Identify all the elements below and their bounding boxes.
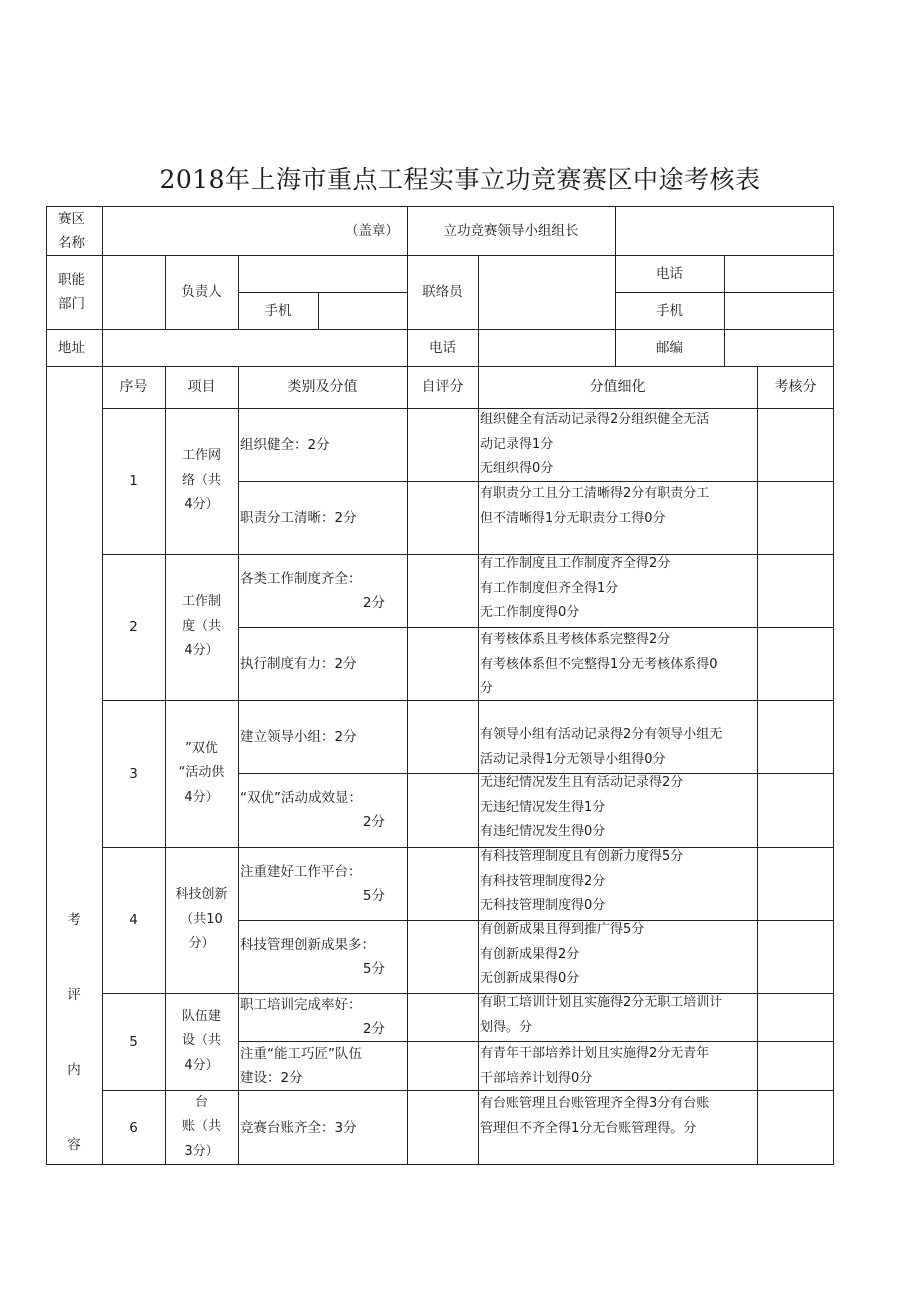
self-score-cell[interactable] (408, 921, 477, 992)
category-cell (238, 993, 407, 1041)
detail-cell-line: 组织健全有活动记录得2分组织健全无活 (480, 412, 710, 427)
category-cell (238, 920, 407, 993)
mobile-label-line: 手机 (264, 302, 292, 319)
category-line: 职工培训完成率好： (240, 997, 362, 1013)
category-cell (238, 408, 407, 481)
detail-cell-line: 有创新成果得2分 (480, 946, 580, 962)
assessment-score-cell[interactable] (758, 701, 833, 772)
category-line: 科技管理创新成果多： (240, 936, 375, 953)
detail-cell (478, 1042, 757, 1090)
self-score-cell[interactable] (408, 701, 477, 772)
detail-cell-line: 有创新成果且得到推广得5分 (480, 922, 645, 937)
detail-cell-line: 有考核体系且考核体系完整得2分 (480, 632, 671, 647)
assessment-score-cell[interactable] (758, 628, 833, 699)
row-item-line: 台 (194, 1094, 208, 1110)
category-line: 建设：2分 (240, 1069, 303, 1086)
row-number (102, 408, 165, 554)
address-input[interactable] (103, 330, 406, 365)
row-number-line: 1 (129, 473, 138, 489)
row-item-line: 4分） (184, 497, 219, 513)
row-item-line: ”双优 (185, 740, 218, 756)
detail-cell-line: 划得。分 (480, 1019, 533, 1035)
category-line: 5分 (362, 887, 385, 904)
self-score-cell[interactable] (408, 628, 477, 699)
mobile-input-2[interactable] (725, 293, 833, 328)
detail-cell-line: 无工作制度得0分 (480, 605, 580, 620)
side-label-char-line: 评 (67, 987, 81, 1003)
detail-cell-line: 无违纪情况发生得1分 (480, 799, 606, 815)
column-header-line: 自评分 (421, 379, 464, 395)
row-item (165, 847, 238, 993)
category-cell (238, 627, 407, 700)
detail-cell-line: 有领导小组有活动记录得2分有领导小组无 (480, 727, 723, 742)
phone-label-2-line: 电话 (429, 339, 456, 356)
column-header (478, 366, 757, 408)
detail-cell-line: 但不清晰得1分无职责分工得0分 (480, 510, 666, 526)
detail-cell-line: 无组织得0分 (480, 461, 554, 476)
self-score-cell[interactable] (408, 482, 477, 553)
row-item-line: 科技创新 (175, 887, 228, 903)
category-cell (238, 554, 407, 627)
column-header (757, 366, 834, 408)
postcode-label-line: 邮编 (656, 339, 683, 356)
responsible-input[interactable] (239, 256, 406, 291)
detail-cell (478, 628, 757, 700)
row-item (165, 1090, 238, 1165)
self-score-cell[interactable] (408, 848, 477, 919)
detail-cell-line: 有考核体系但不完整得1分无考核体系得0 (480, 656, 718, 672)
row-item-line: 度（共 (181, 618, 221, 634)
row-item (165, 408, 238, 554)
category-line: 2分 (362, 1021, 385, 1037)
row-item (165, 554, 238, 700)
leader-label-line: 立功竞赛领导小组组长 (443, 222, 579, 239)
zone-name-input[interactable] (103, 207, 299, 254)
responsible-label-line: 负责人 (181, 284, 222, 300)
row-number-line: 2 (129, 619, 138, 635)
side-label-char-line: 容 (67, 1137, 81, 1153)
category-line: 5分 (362, 960, 385, 977)
self-score-cell[interactable] (408, 409, 477, 480)
column-header-line: 分值细化 (589, 379, 646, 395)
category-line: 组织健全：2分 (240, 436, 330, 453)
column-header-line: 类别及分值 (287, 379, 358, 395)
detail-cell-line: 动记录得1分 (480, 436, 554, 452)
assessment-score-cell[interactable] (758, 994, 833, 1040)
detail-cell-line: 管理但不齐全得1分无台账管理得。分 (480, 1120, 697, 1136)
detail-cell-line: 有青年干部培养计划且实施得2分无青年 (480, 1046, 710, 1061)
detail-cell-line: 有职责分工且分工清晰得2分有职责分工 (480, 486, 710, 501)
row-item (165, 700, 238, 847)
phone-label-line: 电话 (656, 265, 683, 282)
detail-cell (478, 1092, 757, 1165)
zone-name-label (46, 206, 102, 255)
row-item-line: “活动供 (178, 765, 225, 781)
detail-cell-line: 有工作制度但齐全得1分 (480, 580, 619, 596)
side-label-char (46, 1058, 102, 1082)
self-score-cell[interactable] (408, 555, 477, 626)
category-cell (238, 1090, 407, 1165)
detail-cell-line: 有违纪情况发生得0分 (480, 824, 606, 839)
postcode-label (615, 329, 724, 366)
detail-cell-line: 活动记录得1分无领导小组得0分 (480, 751, 666, 767)
zone-name-label-line: 名称 (58, 234, 85, 251)
row-item-line: 4分） (184, 789, 219, 805)
assessment-score-cell[interactable] (758, 921, 833, 992)
dept-label (46, 255, 102, 329)
column-header-line: 考核分 (774, 379, 817, 395)
category-line: 各类工作制度齐全： (240, 570, 362, 587)
detail-cell (478, 991, 757, 1041)
category-cell (238, 773, 407, 847)
row-item-line: 账（共 (181, 1119, 221, 1135)
assessment-score-cell[interactable] (758, 1042, 833, 1089)
self-score-cell[interactable] (408, 774, 477, 846)
seal-label (300, 206, 405, 255)
mobile-label (238, 292, 318, 329)
assessment-score-cell[interactable] (758, 482, 833, 553)
phone-label (615, 255, 724, 292)
detail-cell (478, 723, 757, 773)
dept-label-line: 部门 (58, 296, 85, 312)
row-item-line: 分） (188, 936, 215, 952)
column-header (102, 366, 165, 408)
side-label-char (46, 1133, 102, 1157)
row-item-line: 设（共 (181, 1033, 221, 1049)
category-line: 2分 (362, 594, 385, 611)
row-item-line: 工作制 (181, 594, 221, 610)
category-line: 竞赛台账齐全：3分 (240, 1119, 357, 1136)
column-header-line: 项目 (187, 379, 216, 395)
assessment-score-cell[interactable] (758, 774, 833, 846)
address-label-line: 地址 (58, 339, 85, 356)
dept-label-line: 职能 (58, 272, 85, 288)
row-number-line: 4 (129, 912, 138, 928)
category-cell (238, 700, 407, 773)
detail-cell-line: 无违纪情况发生且有活动记录得2分 (480, 775, 684, 790)
side-label-char (46, 908, 102, 932)
detail-cell-line: 有工作制度且工作制度齐全得2分 (480, 556, 671, 571)
row-number (102, 847, 165, 993)
mobile-label-2 (615, 292, 724, 329)
category-cell (238, 1041, 407, 1090)
column-header (238, 366, 407, 408)
row-number-line: 6 (129, 1119, 138, 1136)
assessment-score-cell[interactable] (758, 848, 833, 919)
side-label-char (46, 983, 102, 1007)
row-item-line: 4分） (184, 1057, 219, 1073)
row-item-line: 工作网 (181, 448, 221, 464)
detail-cell-line: 有职工培训计划且实施得2分无职工培训计 (480, 995, 723, 1010)
phone-label-2 (407, 329, 478, 366)
side-label-char-line: 内 (67, 1062, 81, 1078)
category-line: 职责分工清晰：2分 (240, 509, 357, 526)
row-number (102, 993, 165, 1090)
detail-cell (478, 552, 757, 627)
postcode-input[interactable] (725, 330, 833, 365)
side-label-char-line: 考 (67, 912, 81, 928)
category-line: 执行制度有力：2分 (240, 655, 357, 672)
column-header (407, 366, 478, 408)
detail-cell-line: 有科技管理制度得2分 (480, 873, 606, 889)
row-item-line: 4分） (184, 643, 219, 659)
contact-label (407, 255, 478, 329)
detail-cell-line: 无科技管理制度得0分 (480, 898, 606, 913)
detail-cell-line: 干部培养计划得0分 (480, 1070, 593, 1086)
row-item-line: （共10 (180, 911, 223, 927)
row-number (102, 554, 165, 700)
assessment-score-cell[interactable] (758, 555, 833, 626)
zone-name-label-line: 赛区 (58, 210, 85, 227)
category-line: 建立领导小组：2分 (240, 728, 357, 745)
mobile-label-2-line: 手机 (656, 302, 683, 319)
seal-label-line: （盖章） (345, 222, 399, 239)
row-number (102, 700, 165, 847)
category-line: 注重建好工作平台： (240, 863, 362, 880)
responsible-label (165, 255, 238, 329)
detail-cell-line: 有科技管理制度且有创新力度得5分 (480, 849, 684, 864)
contact-input[interactable] (479, 256, 614, 328)
column-header (165, 366, 238, 408)
column-header-line: 序号 (119, 379, 148, 395)
detail-cell (478, 482, 757, 554)
detail-cell (478, 845, 757, 920)
assessment-score-cell[interactable] (758, 1091, 833, 1164)
category-line: 注重“能工巧匠”队伍 (240, 1045, 362, 1062)
detail-cell-line: 无创新成果得0分 (480, 971, 580, 986)
row-number (102, 1090, 165, 1165)
row-number-line: 5 (129, 1033, 138, 1050)
detail-cell-line: 有台账管理且台账管理齐全得3分有台账 (480, 1096, 710, 1111)
contact-label-line: 联络员 (422, 284, 463, 300)
category-line: 2分 (362, 814, 385, 830)
row-item-line: 3分） (184, 1143, 219, 1159)
self-score-cell[interactable] (408, 994, 477, 1040)
detail-cell-line: 分 (480, 681, 494, 696)
row-number-line: 3 (129, 765, 138, 782)
mobile-input[interactable] (319, 293, 406, 328)
page-title: 2018年上海市重点工程实事立功竞赛赛区中途考核表 (159, 165, 761, 194)
category-line: “双优”活动成效显： (240, 790, 362, 806)
row-item-line: 队伍建 (181, 1008, 221, 1024)
phone-input[interactable] (725, 256, 833, 291)
leader-name-input[interactable] (616, 207, 833, 254)
phone-input-2[interactable] (479, 330, 614, 365)
leader-label (407, 206, 615, 255)
detail-cell (478, 408, 757, 481)
detail-cell (478, 918, 757, 993)
address-label (46, 329, 102, 366)
row-item-line: 络（共 (181, 472, 221, 488)
self-score-cell[interactable] (408, 1091, 477, 1164)
category-cell (238, 481, 407, 554)
detail-cell (478, 771, 757, 847)
self-score-cell[interactable] (408, 1042, 477, 1089)
assessment-score-cell[interactable] (758, 409, 833, 480)
dept-input[interactable] (103, 256, 164, 328)
row-item (165, 993, 238, 1090)
category-cell (238, 847, 407, 920)
